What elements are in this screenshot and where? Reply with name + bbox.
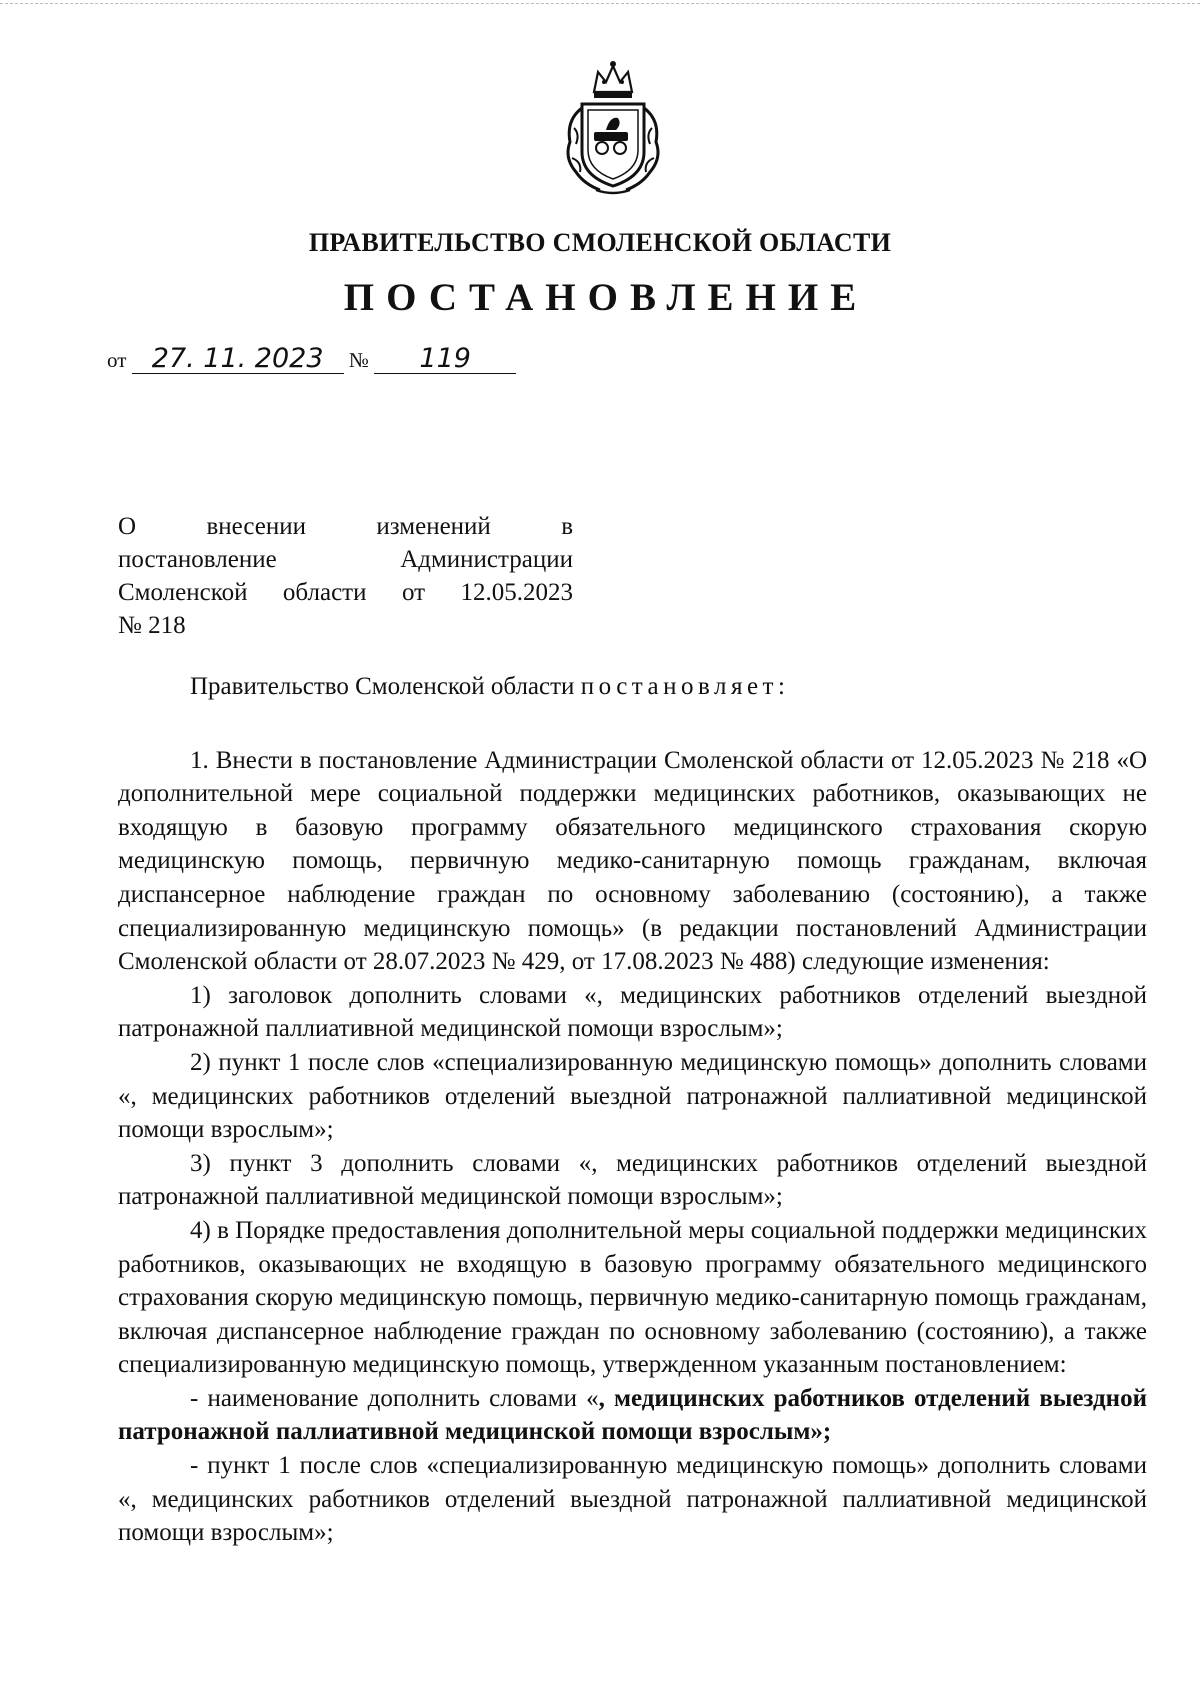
- subitem-4: 4) в Порядке предоставления дополнительной меры социальной поддержки медицинских работников, оказывающих не входящую в базовую программу обязательного медицинского страхования скорую медицинскую помощь, первичную медико-санитарную помощь гражданам, включая диспансерное наблюдение граждан по основному заболеванию (состоянию), а также специализированную медицинскую помощь, утвержденном указанным постановлением:: [118, 1216, 1147, 1379]
- preamble-end: :: [777, 673, 785, 700]
- coat-of-arms-icon: [560, 58, 666, 198]
- scan-edge-line: [0, 3, 1200, 4]
- item-name-change: [118, 1382, 1147, 1449]
- subitem-2: 2) пункт 1 после слов «специализированную медицинскую помощь» дополнить словами «, медицинских работников отделений выездной патронажной паллиативной медицинской помощи взрослым»;: [118, 1048, 1147, 1144]
- preamble-text: Правительство Смоленской области: [190, 673, 581, 700]
- number-prefix: №: [348, 348, 369, 372]
- subitem-1: 1) заголовок дополнить словами «, медицинских работников отделений выездной патронажной паллиативной медицинской помощи взрослым»;: [118, 981, 1147, 1043]
- item-name-text: - наименование дополнить словами «: [190, 1384, 599, 1412]
- preamble-verb: постановляет: [580, 673, 778, 700]
- subject-line: постановление Администрации: [118, 546, 573, 573]
- item-name-end: »;: [810, 1418, 832, 1446]
- date-number-line: [107, 345, 516, 374]
- item-name-bold-text: , медицинских работников отделений выездной патронажной паллиативной медицинской помощи взрослым: [118, 1384, 1147, 1446]
- subitem-3: 3) пункт 3 дополнить словами «, медицинских работников отделений выездной патронажной паллиативной медицинской помощи взрослым»;: [118, 1149, 1147, 1211]
- document-body: [118, 670, 1147, 1550]
- number-handwritten: 119: [374, 345, 516, 374]
- date-handwritten: 27. 11. 2023: [132, 345, 344, 374]
- preamble: [118, 670, 1147, 704]
- government-title: ПРАВИТЕЛЬСТВО СМОЛЕНСКОЙ ОБЛАСТИ: [308, 228, 892, 257]
- date-prefix: от: [107, 348, 127, 372]
- document-type-title: ПОСТАНОВЛЕНИЕ: [343, 276, 869, 319]
- subject-line: № 218: [118, 612, 186, 639]
- document-subject: [118, 510, 573, 642]
- subject-line: Смоленской области от 12.05.2023: [118, 579, 573, 606]
- subject-line: О внесении изменений в: [118, 513, 573, 540]
- paragraph-1: 1. Внести в постановление Администрации Смоленской области от 12.05.2023 № 218 «О дополнительной мере социальной поддержки медицинских работников, оказывающих не входящую в базовую программу обязательного медицинского страхования скорую медицинскую помощь, первичную медико-санитарную помощь гражданам, включая диспансерное наблюдение граждан по основному заболеванию (состоянию), а также специализированную медицинскую помощь» (в редакции постановлений Администрации Смоленской области от 28.07.2023 № 429, от 17.08.2023 № 488) следующие изменения:: [118, 746, 1147, 976]
- item-point-1-change: - пункт 1 после слов «специализированную медицинскую помощь» дополнить словами «, медицинских работников отделений выездной патронажной паллиативной медицинской помощи взрослым»;: [118, 1452, 1147, 1547]
